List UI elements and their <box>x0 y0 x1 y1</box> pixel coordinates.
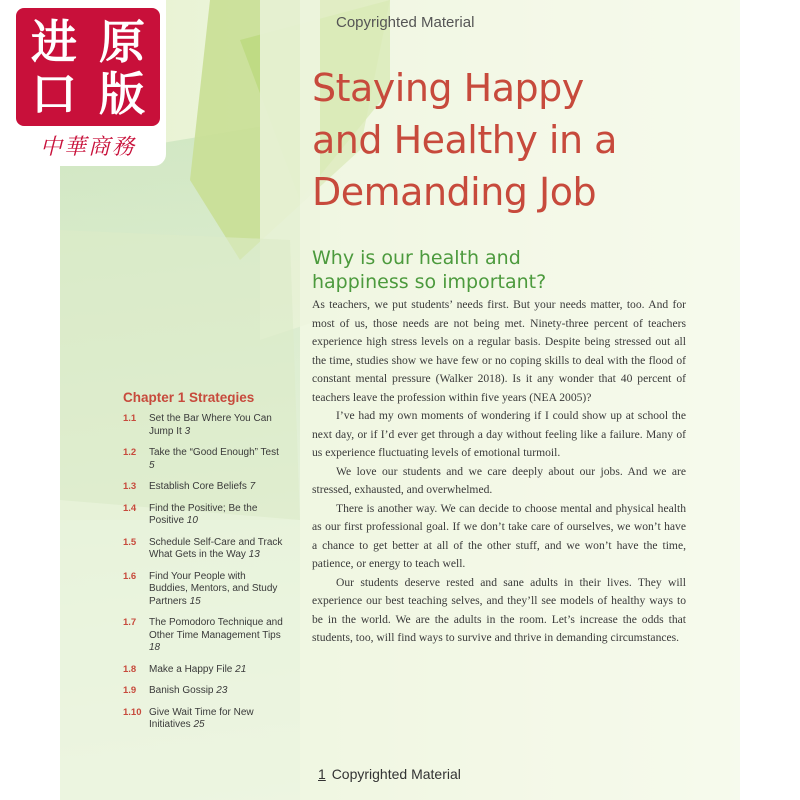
strategy-page: 15 <box>189 595 201 607</box>
page-number: 1 <box>318 766 326 782</box>
strategy-page: 3 <box>184 425 191 437</box>
publisher-badge <box>10 0 166 166</box>
title-line: Staying Happy <box>312 66 584 110</box>
paragraph: As teachers, we put students’ needs first. But your needs matter, too. And for most of us, those needs are not being met. Ninety-three percent of teachers experience high stress levels on a regular basis. Despite being stressed out all the time, studies show we have few or no coping skills to deal with the flood of constant mental pressure (Walker 2018). Is it any wonder that 40 percent of teachers leave the profession within five years (NEA 2005)? <box>312 298 686 404</box>
strategies-sidebar <box>123 390 283 741</box>
strategy-number: 1.8 <box>123 663 137 675</box>
subhead-line: happiness so important? <box>312 271 547 293</box>
strategy-text <box>149 664 283 677</box>
strategy-title: Take the “Good Enough” Test <box>149 447 279 458</box>
strategy-number: 1.10 <box>123 706 142 718</box>
strategy-item <box>123 571 283 609</box>
badge-char-1: 进 <box>31 15 77 69</box>
strategy-text <box>149 537 283 562</box>
strategy-text <box>149 413 283 438</box>
badge-box <box>16 8 160 126</box>
strategy-title: Establish Core Beliefs <box>149 481 247 492</box>
strategy-number: 1.6 <box>123 570 137 582</box>
title-line: and Healthy in a <box>312 118 617 162</box>
strategy-title: Find Your People with Buddies, Mentors, and Study Partners <box>149 570 278 607</box>
strategy-page: 13 <box>248 549 260 560</box>
paragraph: We love our students and we care deeply about our jobs. And we are stressed, exhausted, and overwhelmed. <box>312 464 686 496</box>
badge-char-2: 原 <box>99 15 145 69</box>
strategy-item <box>123 664 283 677</box>
strategy-page: 5 <box>149 459 155 471</box>
strategy-page: 21 <box>235 663 247 675</box>
strategy-number: 1.3 <box>123 481 137 492</box>
strategy-item <box>123 537 283 562</box>
strategy-item <box>123 447 283 472</box>
strategy-number: 1.7 <box>123 617 137 628</box>
strategy-title: Set the Bar Where You Can Jump It <box>149 413 272 437</box>
sidebar-heading: Chapter 1 Strategies <box>123 390 255 405</box>
chapter-title <box>312 62 692 218</box>
strategy-title: Give Wait Time for New Initiatives <box>149 706 254 730</box>
paragraph: I’ve had my own moments of wondering if I could show up at school the next day, or if I’d ever get through a day without feeling like a failure. Many of us experience fluctuating levels of emotional turmoil. <box>312 409 686 459</box>
subhead-line: Why is our health and <box>312 247 521 269</box>
page-footer <box>318 766 461 782</box>
strategy-title: Find the Positive; Be the Positive <box>149 502 258 526</box>
paragraph: Our students deserve rested and sane adults in their lives. They will experience our best teaching selves, and they’ll see models of healthy ways to be in the world. We are the adults in the room. Let’s increase the odds that students, too, will find ways to survive and thrive in demanding circumstances. <box>312 575 686 644</box>
copyright-bottom: Copyrighted Material <box>331 766 461 782</box>
strategy-page: 18 <box>149 642 161 653</box>
strategy-list <box>123 413 283 732</box>
copyright-top: Copyrighted Material <box>336 14 475 31</box>
strategy-text <box>149 503 283 528</box>
badge-char-3: 口 <box>31 67 77 121</box>
strategy-item <box>123 707 283 732</box>
strategy-page: 10 <box>186 515 198 526</box>
strategy-number: 1.2 <box>123 447 137 458</box>
strategy-text <box>149 617 283 655</box>
badge-subtitle: 中華商務 <box>39 135 136 160</box>
body-text <box>312 296 686 648</box>
strategy-text <box>149 685 283 698</box>
strategy-number: 1.9 <box>123 685 137 696</box>
strategy-text <box>149 571 283 609</box>
strategy-text <box>149 707 283 732</box>
strategy-item <box>123 617 283 655</box>
section-subhead <box>312 246 692 294</box>
strategy-page: 23 <box>216 685 228 696</box>
paragraph: There is another way. We can decide to choose mental and physical health as our first professional goal. If we don’t take care of ourselves, we won’t have a chance to get better at all of the other stuff, and we won’t have the time, patience, or energy to teach well. <box>312 501 686 570</box>
strategy-title: The Pomodoro Technique and Other Time Management Tips <box>149 617 283 641</box>
strategy-text <box>149 447 283 472</box>
strategy-title: Make a Happy File <box>149 663 233 675</box>
strategy-number: 1.1 <box>123 413 137 424</box>
strategy-item <box>123 413 283 438</box>
strategy-item <box>123 503 283 528</box>
badge-char-4: 版 <box>99 67 145 121</box>
strategy-title: Banish Gossip <box>149 685 214 696</box>
strategy-text <box>149 481 283 494</box>
strategy-item <box>123 685 283 698</box>
strategy-item <box>123 481 283 494</box>
strategy-number: 1.5 <box>123 536 137 548</box>
strategy-page: 25 <box>193 719 205 730</box>
strategy-title: Schedule Self-Care and Track What Gets in the Way <box>149 536 283 560</box>
strategy-number: 1.4 <box>123 502 137 514</box>
title-line: Demanding Job <box>312 170 597 214</box>
strategy-page: 7 <box>249 481 256 492</box>
